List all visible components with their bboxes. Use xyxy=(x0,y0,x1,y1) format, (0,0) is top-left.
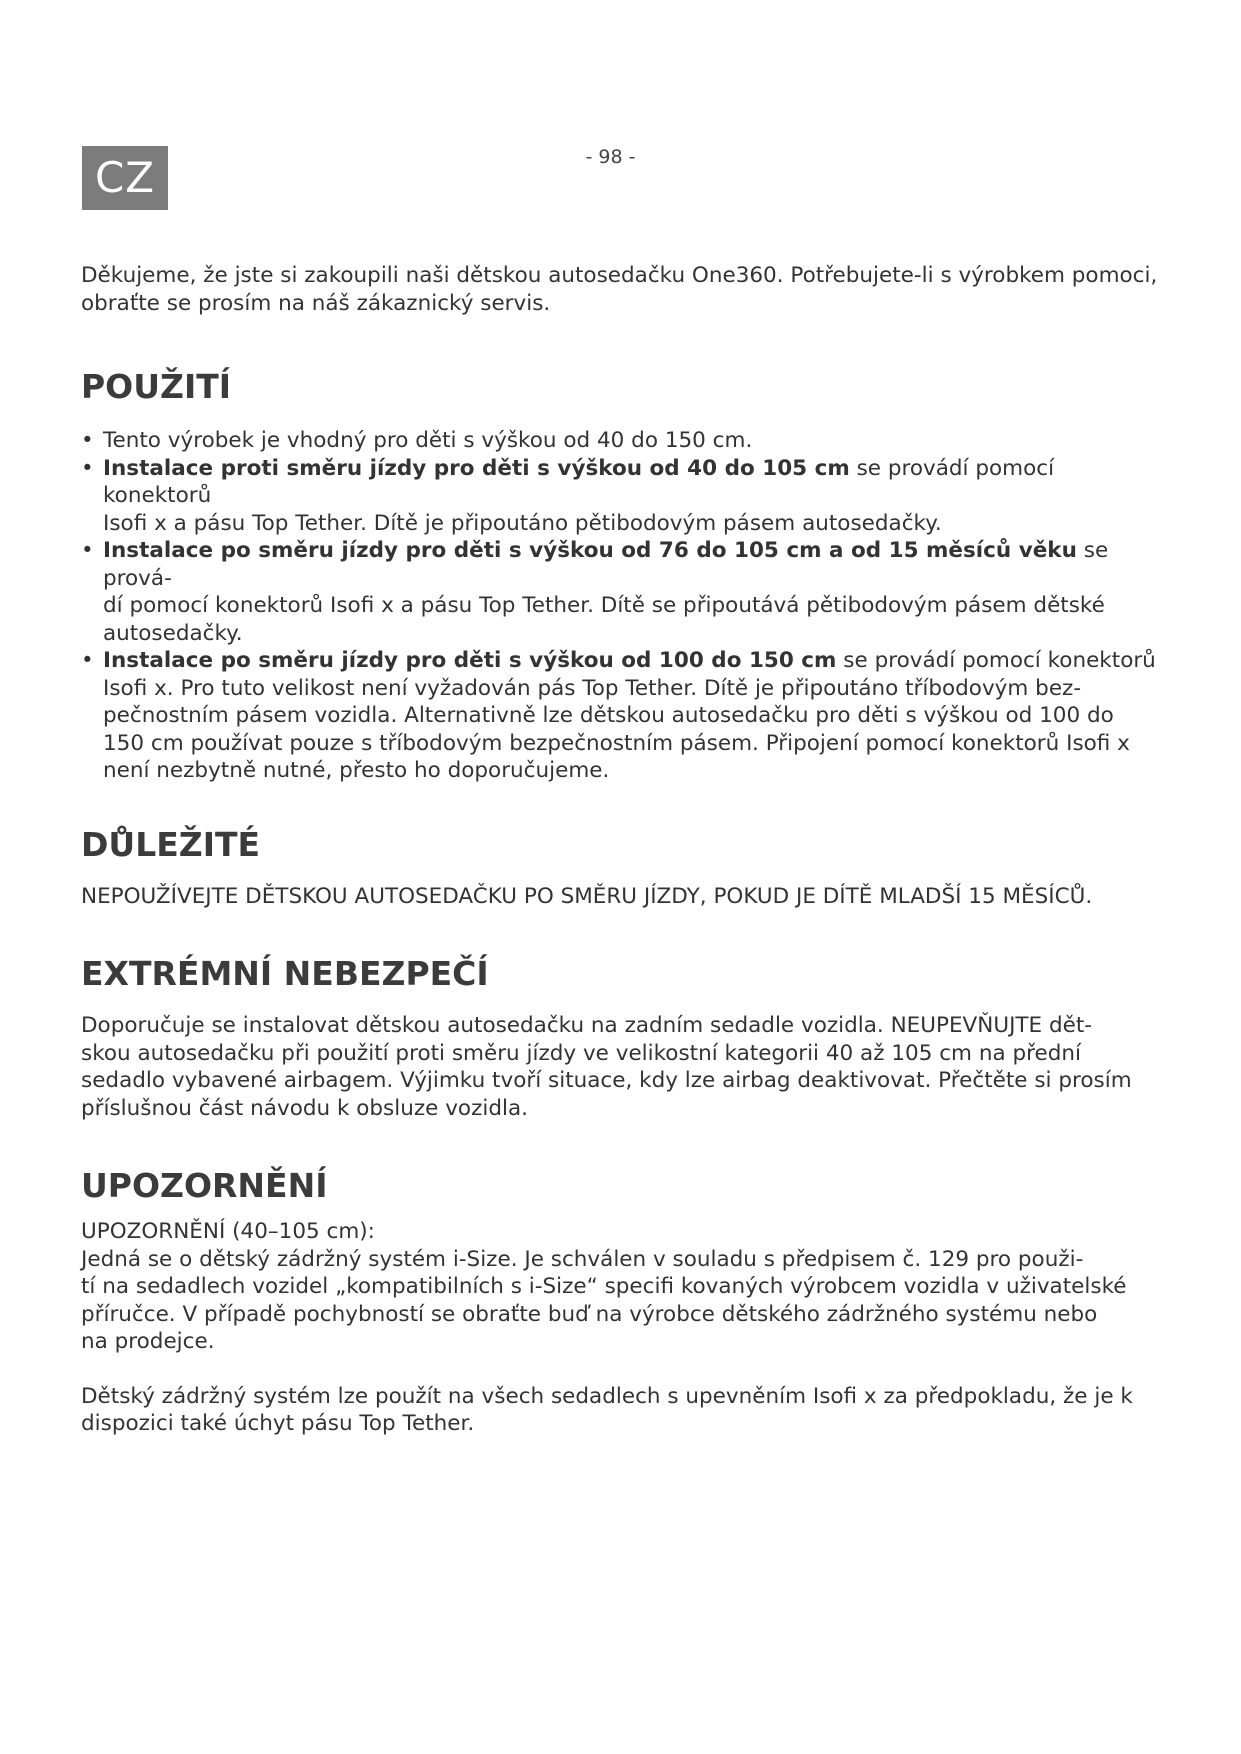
intro-line: obraťte se prosím na náš zákaznický servis. xyxy=(81,290,551,316)
warning-line: na prodejce. xyxy=(81,1329,215,1354)
list-item-text: pečnostním pásem vozidla. Alternativně lze dětskou autosedačku pro děti s výškou od 100 do xyxy=(103,703,1114,728)
list-item xyxy=(81,647,1161,785)
list-item-text: autosedačky. xyxy=(103,620,243,646)
list-item-text: se provádí pomocí konektorů xyxy=(836,648,1156,673)
list-item xyxy=(81,427,1161,455)
section-title-danger: EXTRÉMNÍ NEBEZPEČÍ xyxy=(81,954,489,993)
list-item-bold-text: Instalace po směru jízdy pro děti s výškou od 100 do 150 cm xyxy=(103,648,837,673)
list-item xyxy=(81,455,1161,538)
list-item-text: Tento výrobek je vhodný pro děti s výškou od 40 do 150 cm. xyxy=(103,428,753,453)
danger-line: sedadlo vybavené airbagem. Výjimku tvoří situace, kdy lze airbag deaktivovat. Přečtěte si prosím xyxy=(81,1068,1132,1093)
bullet-icon: • xyxy=(81,538,94,563)
warning-line: Jedná se o dětský zádržný systém i-Size. Je schválen v souladu s předpisem č. 129 pro použi- xyxy=(81,1246,1084,1272)
usage-list xyxy=(81,427,1161,785)
warning-line: příručce. V případě pochybností se obraťte buď na výrobce dětského zádržného systému nebo xyxy=(81,1301,1098,1327)
list-item-text: Isofi x. Pro tuto velikost není vyžadován pás Top Tether. Dítě je připoutáno tříbodovým bez- xyxy=(103,675,1082,701)
intro-line: Děkujeme, že jste si zakoupili naši dětskou autosedačku One360. Potřebujete-li s výrobkem pomoci, xyxy=(81,263,1158,288)
bullet-icon: • xyxy=(81,648,94,673)
document-body xyxy=(81,262,1161,1438)
list-item-bold-text: Instalace po směru jízdy pro děti s výškou od 76 do 105 cm a od 15 měsíců věku xyxy=(103,538,1077,563)
list-item-text: se prová- xyxy=(103,538,1109,591)
section-title-important: DŮLEŽITÉ xyxy=(81,824,261,864)
list-item-text: 150 cm používat pouze s tříbodovým bezpečnostním pásem. Připojení pomocí konektorů Isofi x xyxy=(103,730,1130,756)
important-text: NEPOUŽÍVEJTE DĚTSKOU AUTOSEDAČKU PO SMĚRU JÍZDY, POKUD JE DÍTĚ MLADŠÍ 15 MĚSÍCŮ. xyxy=(81,883,1093,909)
danger-line: skou autosedačku při použití proti směru jízdy ve velikostní kategorii 40 až 105 cm na přední xyxy=(81,1040,1081,1066)
page-number: - 98 - xyxy=(585,146,636,168)
warning-paragraph xyxy=(81,1218,1161,1356)
list-item xyxy=(81,537,1161,647)
danger-line: příslušnou část návodu k obsluze vozidla. xyxy=(81,1095,528,1121)
bullet-icon: • xyxy=(81,455,94,481)
language-badge: CZ xyxy=(82,146,168,210)
section-title-warning: UPOZORNĚNÍ xyxy=(81,1166,328,1205)
section-title-usage: POUŽITÍ xyxy=(81,367,232,406)
warning-line: tí na sedadlech vozidel „kompatibilních s i-Size“ specifi kovaných výrobcem vozidla v uživatelské xyxy=(81,1274,1127,1299)
bullet-icon: • xyxy=(81,428,94,453)
warning-line: Dětský zádržný systém lze použít na všech sedadlech s upevněním Isofi x za předpokladu, že je k xyxy=(81,1383,1133,1409)
warning-paragraph xyxy=(81,1383,1161,1438)
danger-paragraph xyxy=(81,1012,1161,1122)
list-item-text: dí pomocí konektorů Isofi x a pásu Top Tether. Dítě se připoutává pětibodovým pásem dětské xyxy=(103,593,1105,618)
list-item-text: se provádí pomocí konektorů xyxy=(103,455,1055,508)
intro-paragraph xyxy=(81,262,1161,317)
warning-line: UPOZORNĚNÍ (40–105 cm): xyxy=(81,1219,375,1244)
list-item-text: Isofi x a pásu Top Tether. Dítě je připoutáno pětibodovým pásem autosedačky. xyxy=(103,510,942,536)
list-item-text: není nezbytně nutné, přesto ho doporučujeme. xyxy=(103,758,610,783)
warning-line: dispozici také úchyt pásu Top Tether. xyxy=(81,1411,475,1436)
danger-line: Doporučuje se instalovat dětskou autosedačku na zadním sedadle vozidla. NEUPEVŇUJTE dět- xyxy=(81,1013,1093,1038)
list-item-bold-text: Instalace proti směru jízdy pro děti s výškou od 40 do 105 cm xyxy=(103,455,850,481)
